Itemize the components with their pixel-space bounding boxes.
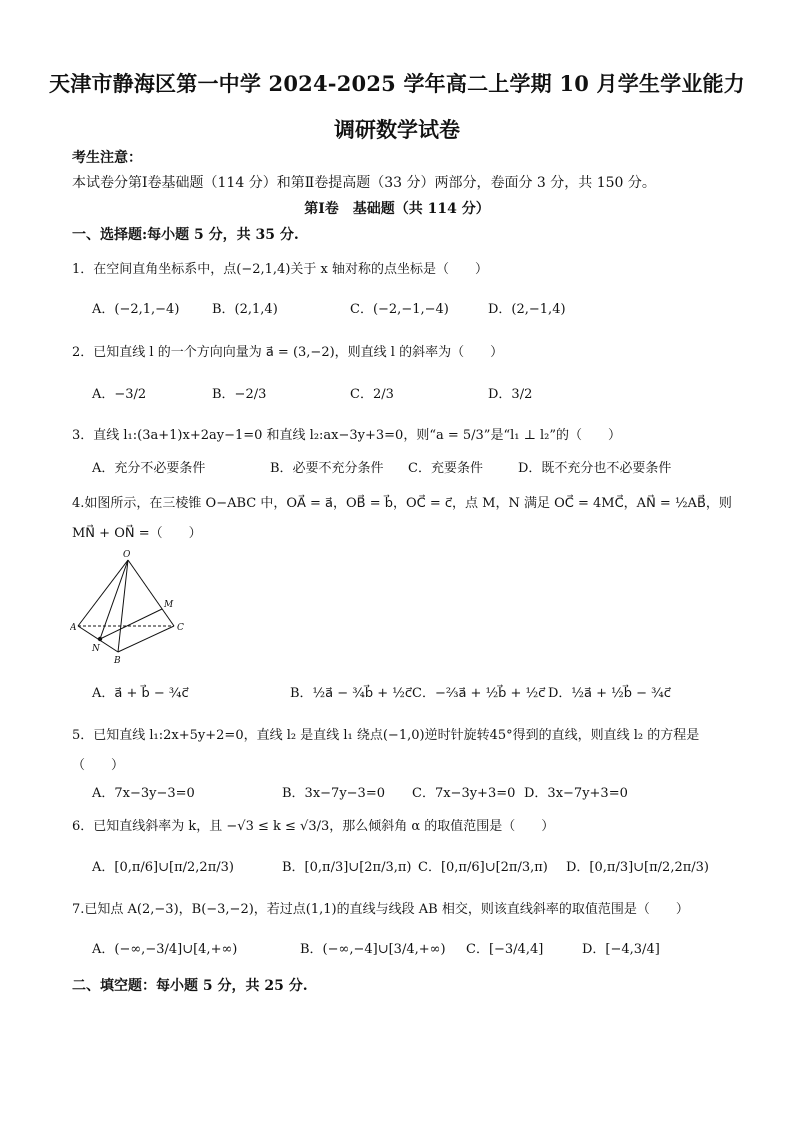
question-1-option-d[interactable]: D．(2,−1,4): [488, 302, 566, 317]
question-2-option-c[interactable]: C．2/3: [350, 387, 394, 402]
question-1-option-b[interactable]: B．(2,1,4): [212, 302, 278, 317]
question-5-option-c[interactable]: C．7x−3y+3=0: [412, 786, 516, 801]
exam-title-line2: 调研数学试卷: [334, 117, 460, 142]
label-a: A: [70, 623, 77, 633]
edge-bc: [118, 626, 174, 652]
question-6-option-c[interactable]: C．[0,π/6]∪[2π/3,π): [418, 860, 548, 875]
question-6-option-b[interactable]: B．[0,π/3]∪[2π/3,π): [282, 860, 412, 875]
question-1-stem: 1．在空间直角坐标系中，点(−2,1,4)关于 x 轴对称的点坐标是（ ）: [72, 262, 488, 277]
question-7-stem: 7.已知点 A(2,−3)，B(−3,−2)，若过点(1,1)的直线与线段 AB 相交，则该直线斜率的取值范围是（ ）: [72, 902, 689, 917]
notice-heading: 考生注意：: [72, 150, 142, 166]
label-n: N: [92, 644, 100, 654]
notice-body: 本试卷分第Ⅰ卷基础题（114 分）和第Ⅱ卷提高题（33 分）两部分，卷面分 3 分，共 150 分。: [72, 175, 656, 191]
question-5-stem: 5．已知直线 l₁:2x+5y+2=0，直线 l₂ 是直线 l₁ 绕点(−1,0)逆时针旋转45°得到的直线，则直线 l₂ 的方程是: [72, 728, 700, 743]
section1-heading: 一、选择题:每小题 5 分，共 35 分.: [72, 227, 299, 243]
exam-title-line1: 天津市静海区第一中学 2024-2025 学年高二上学期 10 月学生学业能力: [49, 71, 745, 96]
question-2-option-b[interactable]: B．−2/3: [212, 387, 267, 402]
question-2-stem: 2．已知直线 l 的一个方向向量为 a⃗ = (3,−2)，则直线 l 的斜率为（ ）: [72, 345, 504, 360]
question-5-option-a[interactable]: A．7x−3y−3=0: [92, 786, 195, 801]
question-4-stem-line2: MN⃗ + ON⃗ =（ ）: [72, 526, 202, 541]
question-5-stem-line2: （ ）: [72, 758, 125, 773]
question-3-option-b[interactable]: B．必要不充分条件: [270, 461, 384, 476]
edge-oa: [78, 560, 128, 626]
question-4-option-b[interactable]: B．½a⃗ − ¾b⃗ + ½c⃗: [290, 686, 413, 701]
label-m: M: [164, 600, 174, 610]
tetrahedron-svg: [70, 548, 188, 666]
label-o: O: [123, 550, 131, 560]
question-4-option-a[interactable]: A．a⃗ + b⃗ − ¾c⃗: [92, 686, 189, 701]
section2-heading: 二、填空题：每小题 5 分，共 25 分.: [72, 978, 308, 994]
question-6-stem: 6．已知直线斜率为 k，且 −√3 ≤ k ≤ √3/3，那么倾斜角 α 的取值范围是（ ）: [72, 819, 555, 834]
question-7-option-a[interactable]: A．(−∞,−3/4]∪[4,+∞): [92, 942, 238, 957]
question-1-option-a[interactable]: A．(−2,1,−4): [92, 302, 180, 317]
question-2-option-a[interactable]: A．−3/2: [92, 387, 147, 402]
question-3-stem: 3．直线 l₁:(3a+1)x+2ay−1=0 和直线 l₂:ax−3y+3=0，则“a = 5/3”是“l₁ ⊥ l₂”的（ ）: [72, 428, 621, 443]
question-4-stem: 4.如图所示，在三棱锥 O−ABC 中，OA⃗ = a⃗，OB⃗ = b⃗，OC⃗ = c⃗，点 M，N 满足 OC⃗ = 4MC⃗，AN⃗ = ½AB⃗，则: [72, 496, 732, 511]
question-3-option-c[interactable]: C．充要条件: [408, 461, 483, 476]
question-7-option-d[interactable]: D．[−4,3/4]: [582, 942, 660, 957]
question-6-option-a[interactable]: A．[0,π/6]∪[π/2,2π/3): [92, 860, 234, 875]
question-7-option-c[interactable]: C．[−3/4,4]: [466, 942, 544, 957]
label-b: B: [114, 656, 121, 666]
question-5-option-d[interactable]: D．3x−7y+3=0: [524, 786, 628, 801]
question-4-option-c[interactable]: C．−⅔a⃗ + ½b⃗ + ½c⃗: [412, 686, 546, 701]
label-c: C: [177, 623, 184, 633]
question-2-option-d[interactable]: D．3/2: [488, 387, 533, 402]
tetrahedron-figure: [70, 548, 188, 666]
question-3-option-a[interactable]: A．充分不必要条件: [92, 461, 206, 476]
question-6-option-d[interactable]: D．[0,π/3]∪[π/2,2π/3): [566, 860, 709, 875]
question-7-option-b[interactable]: B．(−∞,−4]∪[3/4,+∞): [300, 942, 446, 957]
point-n-dot: [98, 637, 102, 641]
question-4-option-d[interactable]: D．½a⃗ + ½b⃗ − ¾c⃗: [548, 686, 671, 701]
edge-oc: [128, 560, 174, 626]
part1-heading: 第Ⅰ卷 基础题（共 114 分）: [304, 201, 490, 217]
question-5-option-b[interactable]: B．3x−7y−3=0: [282, 786, 385, 801]
question-1-option-c[interactable]: C．(−2,−1,−4): [350, 302, 449, 317]
question-3-option-d[interactable]: D．既不充分也不必要条件: [518, 461, 672, 476]
